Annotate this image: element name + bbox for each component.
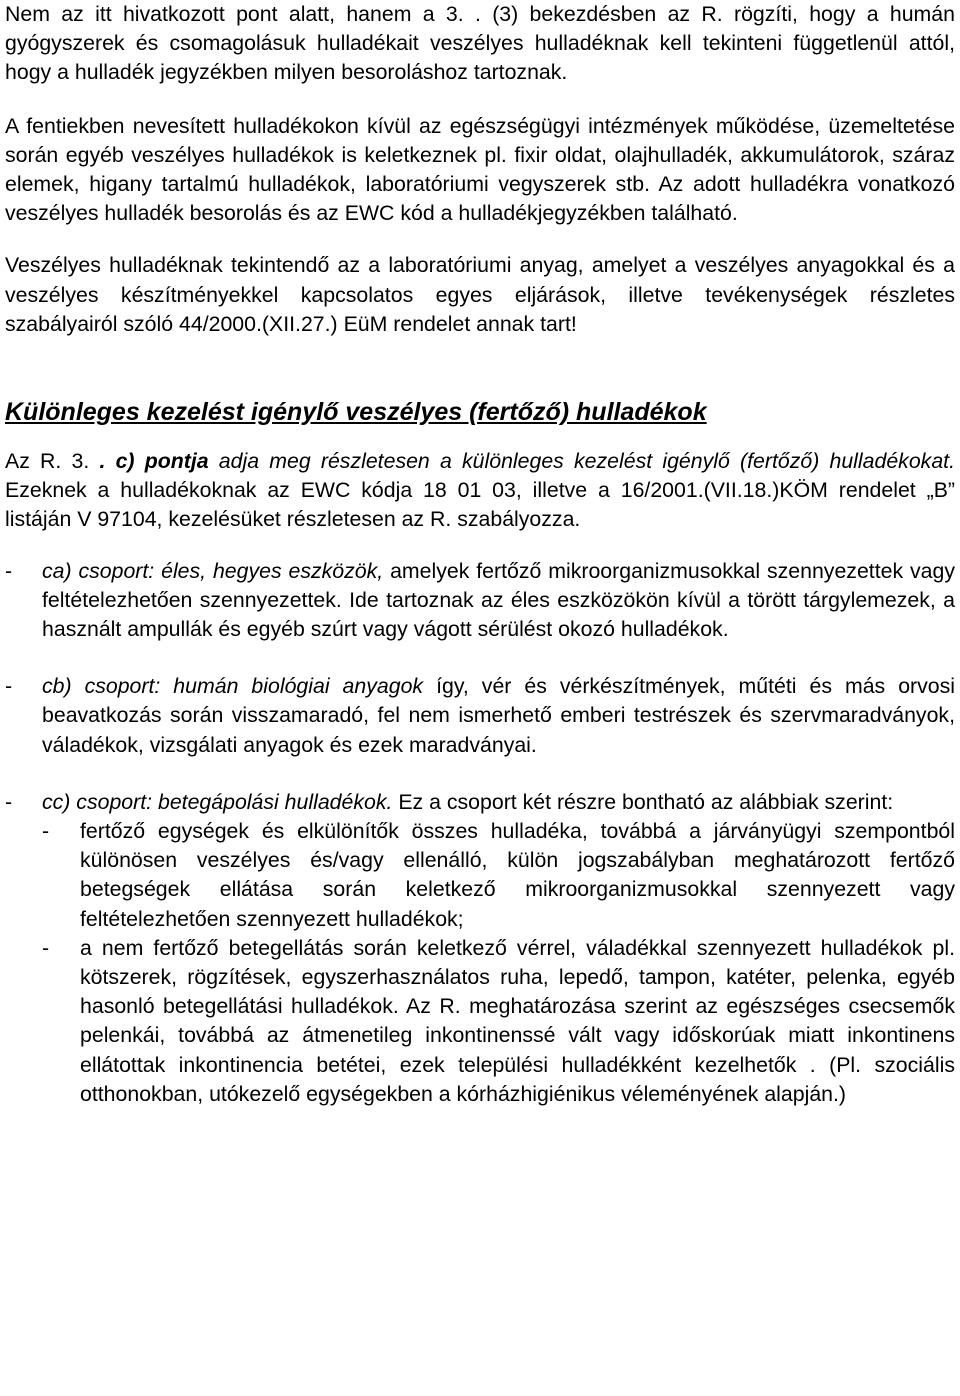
- paragraph-special-treatment: [5, 447, 955, 535]
- p4-italic-text: adja meg részletesen a különleges kezelést igénylő (fertőző) hulladékokat.: [208, 449, 955, 474]
- sub-dash: -: [42, 819, 50, 844]
- paragraph-laboratory-material: Veszélyes hulladéknak tekintendő az a laboratóriumi anyag, amelyet a veszélyes anyagokkal és a veszélyes készítményekkel kapcsolatos egyes eljárások, illetve tevékenységek részletes szabályairól szóló 44/2000.(XII.27.) EüM rendelet annak tart!: [5, 253, 955, 336]
- cb-title: cb) csoport: humán biológiai anyagok: [42, 674, 424, 699]
- cc-sub-item-2: [42, 934, 955, 1109]
- list-dash: -: [5, 789, 13, 814]
- paragraph-pharma-waste: Nem az itt hivatkozott pont alatt, hanem a 3. . (3) bekezdésben az R. rögzíti, hogy a humán gyógyszerek és csomagolásuk hulladékait veszélyes hulladéknak kell tekinteni függetlenül attól, hogy a hulladék jegyzékben milyen besoroláshoz tartoznak.: [5, 2, 955, 85]
- list-item-cc: [5, 788, 955, 1109]
- section-heading: Különleges kezelést igénylő veszélyes (fertőző) hulladékok: [5, 398, 707, 427]
- cc-sub-item-1: [42, 817, 955, 934]
- sub-dash: -: [42, 935, 50, 960]
- ca-text: amelyek fertőző mikroorganizmusokkal szennyezettek vagy feltételezhetően szennyezettek. Ide tartoznak az éles eszközökön kívül a törött tárgylemezek, a használt ampullák és egyéb szúrt vagy vágott sérülést okozó hulladékok.: [42, 558, 955, 642]
- list-dash: -: [5, 558, 13, 583]
- cc-sub2-text: a nem fertőző betegellátás során keletkező vérrel, váladékkal szennyezett hulladékok pl. kötszerek, rögzítések, egyszerhasználatos ruha, lepedő, tampon, katéter, pelenka, egyéb hasonló betegellátási hulladékok. Az R. meghatározása szerint az egészséges csecsemők pelenkái, továbbá az átmenetileg inkontinenssé vált vagy időskorúak miatt inkontinens ellátottak inkontinencia betétei, ezek települési hulladékként kezelhetők . (Pl. szociális otthonokban, utókezelő egységekben a kórházhigiénikus véleményének alapján.): [80, 935, 955, 1106]
- cb-text: így, vér és vérkészítmények, műtéti és más orvosi beavatkozás során visszamaradó, fel nem ismerhető emberi testrészek és szervmaradványok, váladékok, vizsgálati anyagok és ezek maradványai.: [42, 674, 956, 757]
- list-item-cb: [5, 672, 955, 760]
- p4-bold-ref: . c) pontja: [99, 449, 209, 474]
- list-dash: -: [5, 674, 13, 699]
- cc-sublist: [42, 817, 955, 1109]
- cc-title: cc) csoport: betegápolási hulladékok.: [42, 789, 393, 814]
- p4-rest: Ezeknek a hulladékoknak az EWC kódja 18 01 03, illetve a 16/2001.(VII.18.)KÖM rendelet „B” listáján V 97104, kezelésüket részletesen az R. szabályozza.: [5, 478, 955, 532]
- paragraph-other-hazardous-waste: A fentiekben nevesített hulladékokon kívül az egészségügyi intézmények működése, üzemeltetése során egyéb veszélyes hulladékok is keletkeznek pl. fixir oldat, olajhulladék, akkumulátorok, száraz elemek, higany tartalmú hulladékok, laboratóriumi vegyszerek stb. Az adott hulladékra vonatkozó veszélyes hulladék besorolás és az EWC kód a hulladékjegyzékben található.: [5, 113, 955, 226]
- cc-text: Ez a csoport két részre bontható az alábbiak szerint:: [392, 789, 894, 814]
- cc-sub1-text: fertőző egységek és elkülönítők összes hulladéka, továbbá a járványügyi szempontból különösen veszélyes és/vagy ellenálló, külön jogszabályban meghatározott fertőző betegségek ellátása során keletkező mikroorganizmusokkal szennyezett vagy feltételezhetően szennyezett hulladékok;: [80, 819, 955, 931]
- list-item-ca: [5, 557, 955, 645]
- ca-title: ca) csoport: éles, hegyes eszközök,: [42, 558, 384, 583]
- p4-lead: Az R. 3.: [5, 449, 100, 474]
- document-page: [5, 0, 955, 1109]
